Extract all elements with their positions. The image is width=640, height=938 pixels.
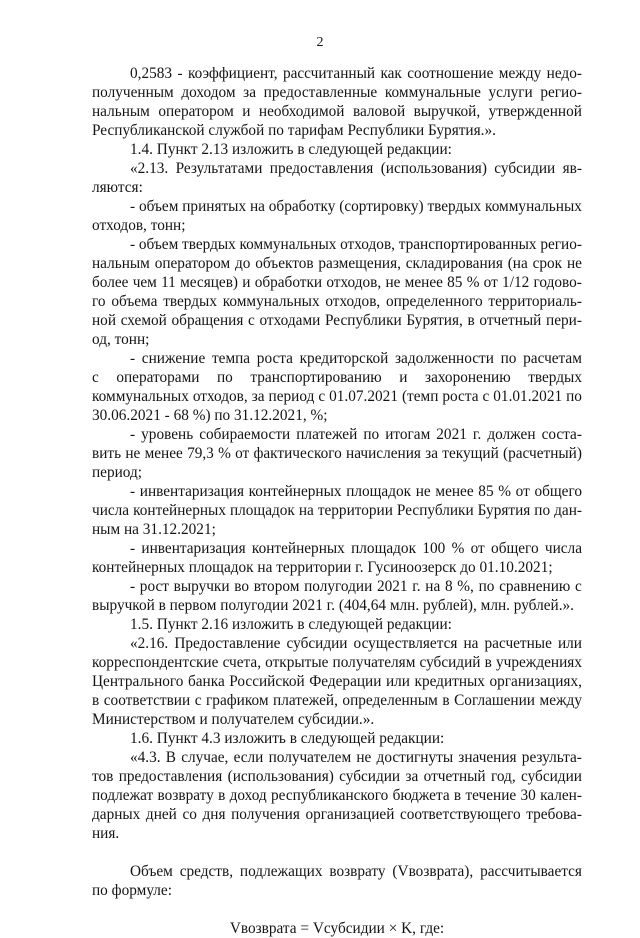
paragraph-item-1: [92, 197, 582, 235]
text-line: - инвентаризация контейнерных площадок не менее 85 % от общего: [130, 483, 582, 500]
text-line: ным на 31.12.2021;: [92, 521, 216, 538]
text-line: в соответствии с графиком платежей, определенным в Соглашении между: [92, 692, 582, 709]
paragraph-volume: [92, 862, 582, 900]
text-line: 30.06.2021 - 68 %) по 31.12.2021, %;: [92, 407, 328, 424]
text-line: Центрального банка Российской Федерации или кредитных организациях,: [92, 673, 582, 690]
text-line: коммунальных отходов, за период с 01.07.2021 (темп роста с 01.01.2021 по: [92, 388, 582, 405]
text-line: - инвентаризация контейнерных площадок 100 % от общего числа: [130, 540, 582, 557]
text-line: од, тонн;: [92, 331, 150, 348]
paragraph-item-2: [92, 235, 582, 349]
paragraph-2-16: [92, 634, 582, 729]
paragraph-1-6: [92, 729, 582, 748]
paragraph-2-13: [92, 159, 582, 197]
text-line: го объема твердых коммунальных отходов, определенного территориаль-: [92, 293, 582, 310]
paragraph-item-3: [92, 349, 582, 425]
text-line: нальным оператором и необходимой валовой выручкой, утвержденной: [92, 103, 582, 120]
paragraph-1-5: [92, 615, 582, 634]
paragraph-item-6: [92, 539, 582, 577]
text-line: полученным доходом за предоставленные коммунальные услуги регио-: [92, 84, 582, 101]
text-line: числа контейнерных площадок на территории Республики Бурятия по дан-: [92, 502, 582, 519]
page-number: 2: [316, 35, 324, 50]
text-line: - рост выручки во втором полугодии 2021 г. на 8 %, по сравнению с: [130, 578, 582, 595]
text-line: ния.: [92, 825, 120, 842]
paragraph-formula: [92, 919, 582, 938]
text-line: дарных дней со дня получения организацией соответствующего требова-: [92, 806, 582, 823]
text-line: Vвозврата = Vсубсидии × K, где:: [229, 920, 445, 937]
text-line: с операторами по транспортированию и захоронению твердых: [92, 369, 582, 386]
text-line: отходов, тонн;: [92, 217, 186, 234]
text-line: «2.16. Предоставление субсидии осуществляется на расчетные или: [130, 635, 582, 652]
text-line: «2.13. Результатами предоставления (использования) субсидии яв-: [130, 160, 582, 177]
paragraph-item-4: [92, 425, 582, 482]
text-line: 0,2583 - коэффициент, рассчитанный как соотношение между недо-: [130, 65, 582, 82]
text-line: вить не менее 79,3 % от фактического начисления за текущий (расчетный): [92, 445, 582, 462]
text-line: период;: [92, 464, 143, 481]
text-line: - снижение темпа роста кредиторской задолженности по расчетам: [130, 350, 582, 367]
text-line: нальным оператором до объектов размещения, складирования (на срок не: [92, 255, 582, 272]
text-line: - уровень собираемости платежей по итогам 2021 г. должен соста-: [130, 426, 582, 443]
text-line: «4.3. В случае, если получателем не достигнуты значения результа-: [130, 749, 582, 766]
paragraph-item-7: [92, 577, 582, 615]
text-line: Министерством и получателем субсидии.».: [92, 711, 375, 728]
text-line: по формуле:: [92, 882, 172, 899]
text-line: Объем средств, подлежащих возврату (Vвозврата), рассчитывается: [130, 863, 582, 880]
text-line: - объем принятых на обработку (сортировку) твердых коммунальных: [130, 198, 582, 215]
text-line: выручкой в первом полугодии 2021 г. (404,64 млн. рублей), млн. рублей.».: [92, 597, 574, 614]
text-line: 1.4. Пункт 2.13 изложить в следующей редакции:: [130, 141, 452, 158]
text-line: 1.6. Пункт 4.3 изложить в следующей редакции:: [130, 730, 445, 747]
paragraph-gap: [92, 900, 582, 919]
text-line: 1.5. Пункт 2.16 изложить в следующей редакции:: [130, 616, 452, 633]
paragraph-4-3: [92, 748, 582, 843]
document-body: [92, 64, 582, 938]
text-line: корреспондентские счета, открытые получателям субсидий в учреждениях: [92, 654, 582, 671]
text-line: - объем твердых коммунальных отходов, транспортированных регио-: [130, 236, 582, 253]
text-line: ляются:: [92, 179, 143, 196]
text-line: подлежат возврату в доход республиканского бюджета в течение 30 кален-: [92, 787, 582, 804]
paragraph-coefficient: [92, 64, 582, 140]
paragraph-1-4: [92, 140, 582, 159]
text-line: тов предоставления (использования) субсидии за отчетный год, субсидии: [92, 768, 582, 785]
text-line: Республиканской службой по тарифам Республики Бурятия.».: [92, 122, 496, 139]
text-line: более чем 11 месяцев) и обработки отходов, не менее 85 % от 1/12 годово-: [92, 274, 582, 291]
text-line: контейнерных площадок на территории г. Гусиноозерск до 01.10.2021;: [92, 559, 553, 576]
paragraph-gap: [92, 843, 582, 862]
text-line: ной схемой обращения с отходами Республики Бурятия, в отчетный пери-: [92, 312, 582, 329]
paragraph-item-5: [92, 482, 582, 539]
